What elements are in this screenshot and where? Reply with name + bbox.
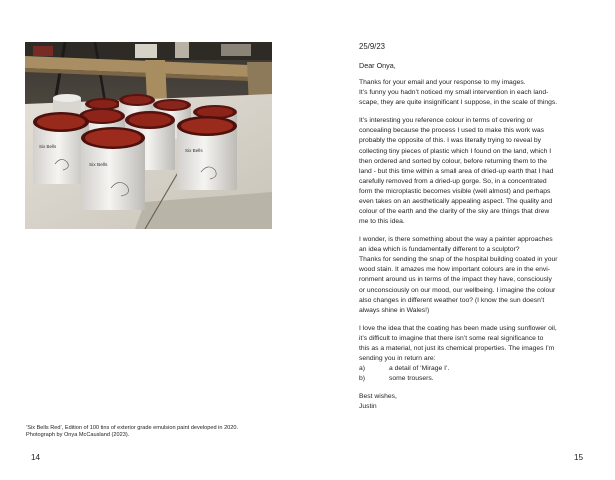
paragraph-line: probably the opposite of this. I was literally trying to reveal by xyxy=(359,137,541,145)
caption-line: Photograph by Onya McCausland (2023). xyxy=(26,432,130,439)
letter-salutation: Dear Onya, xyxy=(359,61,396,71)
letter xyxy=(359,42,587,412)
paragraph-line: or unconsciously on our mood, our wellbeing. I imagine the colour xyxy=(359,286,556,294)
paragraph-line: an idea which is fundamentally different to a sculptor? xyxy=(359,246,520,254)
letter-paragraph xyxy=(359,116,587,227)
paragraph-line: concealing because the process I used to make this work was xyxy=(359,127,544,135)
paragraph-line: also changes in different weather too? (I know the sun doesn’t xyxy=(359,296,545,304)
paragraph-line: me to this idea. xyxy=(359,218,405,226)
svg-text:Six Bells: Six Bells xyxy=(185,148,203,153)
letter-paragraph xyxy=(359,324,587,364)
paragraph-line: scape, they are quite insignificant I suppose, in the scale of things. xyxy=(359,99,558,107)
paragraph-line: always shine in Wales!) xyxy=(359,306,430,314)
letter-paragraph xyxy=(359,235,587,316)
letter-date: 25/9/23 xyxy=(359,42,386,51)
caption-line: ‘Six Bells Red’, Edition of 100 tins of exterior grade emulsion paint developed in 2020. xyxy=(26,425,239,431)
paragraph-line: form the microplastic becomes visible (well almost) and perhaps xyxy=(359,187,551,195)
paragraph-line: this as a material, not just its chemical properties. The images I’m xyxy=(359,344,555,352)
left-page xyxy=(0,0,307,480)
list-item xyxy=(359,364,587,374)
paragraph-line: I wonder, is there something about the way a painter approaches xyxy=(359,236,553,244)
paragraph-line: I love the idea that the coating has been made using sunflower oil, xyxy=(359,324,557,332)
paragraph-line: land - but this time within a small area of dried-up earth that I had xyxy=(359,167,554,175)
paragraph-line: Thanks for sending the snap of the hospital building coated in your xyxy=(359,256,558,264)
paragraph-line: It’s funny you hadn’t noticed my small intervention in each land- xyxy=(359,89,549,97)
paragraph-line: sending you in return are: xyxy=(359,354,436,362)
page-number-left: 14 xyxy=(31,453,41,462)
list-text: some trousers. xyxy=(389,375,434,383)
paragraph-line: even takes on an aesthetically appealing aspect. The quality and xyxy=(359,198,553,206)
paragraph-line: ronment around us in terms of the impact they have, consciously xyxy=(359,276,552,284)
paragraph-line: colour of the earth and the clarity of the sky are things that drew xyxy=(359,208,550,216)
list-marker: b) xyxy=(359,375,366,383)
paragraph-line: carefully removed from a dried-up gorge. So, in a concentrated xyxy=(359,177,547,185)
paragraph-line: collecting tiny pieces of plastic which I found on the land, which I xyxy=(359,147,552,155)
list-text: a detail of ‘Mirage I’. xyxy=(389,365,450,373)
letter-closing: Best wishes, xyxy=(359,393,397,400)
photo-caption xyxy=(26,425,276,440)
paragraph-line: It’s interesting you reference colour in terms of covering or xyxy=(359,117,533,125)
list-item xyxy=(359,374,587,384)
letter-signature: Justin xyxy=(359,403,377,411)
svg-text:Six Bells: Six Bells xyxy=(89,163,108,168)
paragraph-line: Thanks for your email and your response to my images. xyxy=(359,79,526,87)
paint-tins-photo xyxy=(25,42,272,229)
page-number-right: 15 xyxy=(574,453,584,462)
list-marker: a) xyxy=(359,365,366,373)
paragraph-line: wood stain. It amazes me how important colours are in the envi- xyxy=(359,266,550,274)
svg-text:Six Bells: Six Bells xyxy=(39,144,57,149)
letter-paragraph xyxy=(359,78,587,108)
paragraph-line: it’s difficult to imagine that there isn’t some real significance to xyxy=(359,334,544,342)
paragraph-line: then ordered and sorted by colour, before returning them to the xyxy=(359,157,547,165)
